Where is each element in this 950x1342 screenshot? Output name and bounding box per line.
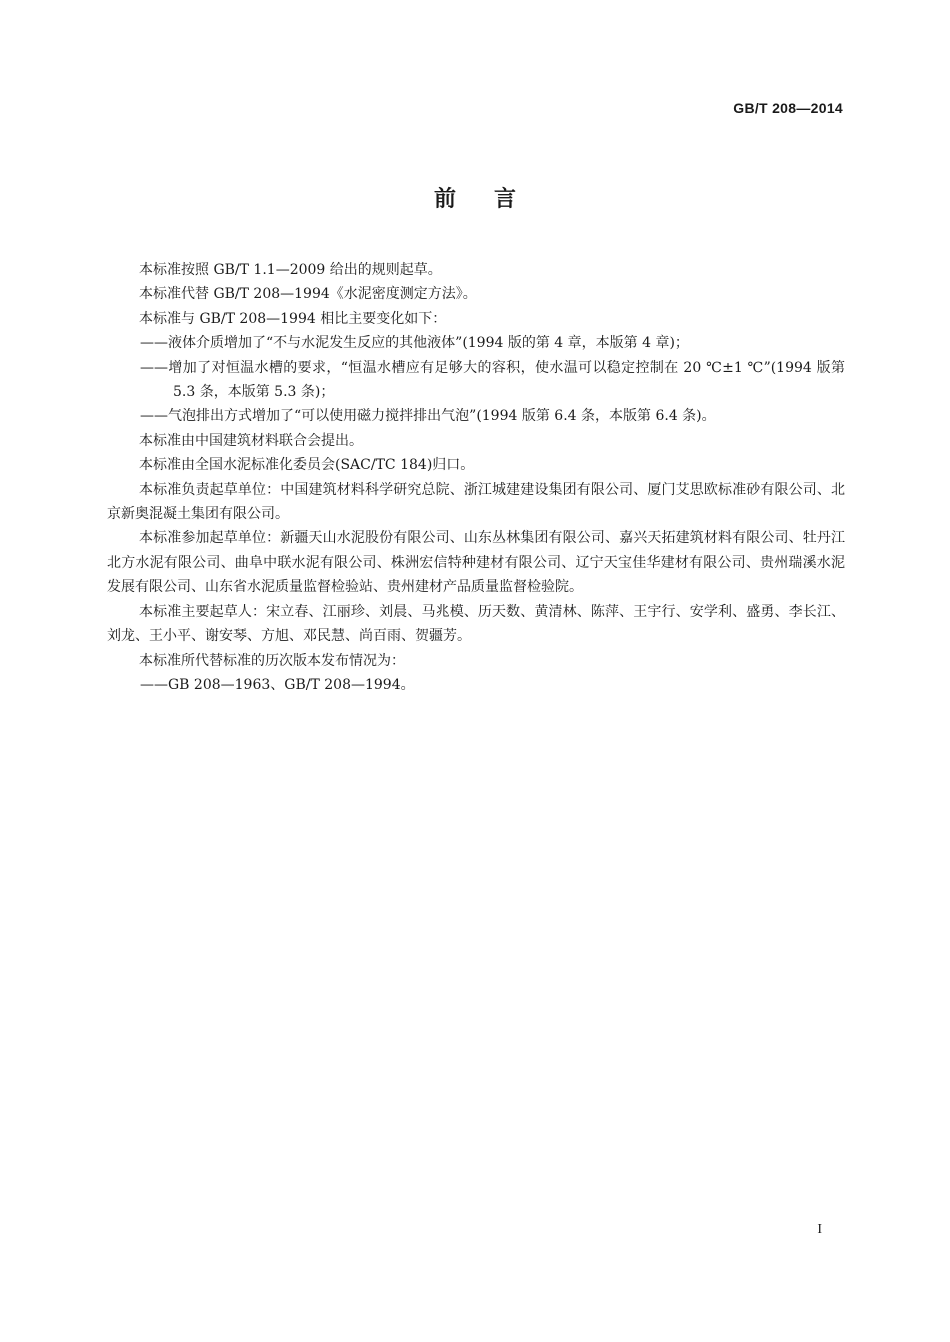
paragraph: 本标准负责起草单位：中国建筑材料科学研究总院、浙江城建建设集团有限公司、厦门艾思欧标准砂有限公司、北京新奥混凝土集团有限公司。 [107,481,845,523]
change-list-item: ——增加了对恒温水槽的要求，“恒温水槽应有足够大的容积，使水温可以稳定控制在 20 ℃±1 ℃”(1994 版第 5.3 条，本版第 5.3 条)； [140,359,845,401]
change-list-item: ——液体介质增加了“不与水泥发生反应的其他液体”(1994 版的第 4 章，本版第 4 章)； [140,335,689,352]
page-number: I [817,1222,822,1237]
paragraph: 本标准由中国建筑材料联合会提出。 [139,432,363,449]
paragraph: 本标准主要起草人：宋立春、江丽珍、刘晨、马兆模、历天数、黄清林、陈萍、王宇行、安学利、盛勇、李长江、刘龙、王小平、谢安琴、方旭、邓民慧、尚百雨、贺疆芳。 [107,603,845,645]
edition-list-item: ——GB 208—1963、GB/T 208—1994。 [140,676,415,693]
paragraph: 本标准所代替标准的历次版本发布情况为： [139,652,405,669]
paragraph: 本标准参加起草单位：新疆天山水泥股份有限公司、山东丛林集团有限公司、嘉兴天拓建筑材料有限公司、牡丹江北方水泥有限公司、曲阜中联水泥有限公司、株洲宏信特种建材有限公司、辽宁天宝佳华建材有限公司、贵州瑞溪水泥发展有限公司、山东省水泥质量监督检验站、贵州建材产品质量监督检验院。 [107,530,845,596]
foreword-body [107,258,845,697]
paragraph: 本标准按照 GB/T 1.1—2009 给出的规则起草。 [139,262,442,278]
paragraph: 本标准与 GB/T 208—1994 相比主要变化如下： [139,310,447,327]
page-title: 前言 [433,187,554,212]
change-list-item: ——气泡排出方式增加了“可以使用磁力搅拌排出气泡”(1994 版第 6.4 条，本版第 6.4 条)。 [140,408,716,425]
paragraph: 本标准代替 GB/T 208—1994《水泥密度测定方法》。 [139,286,477,303]
paragraph: 本标准由全国水泥标准化委员会(SAC/TC 184)归口。 [139,457,475,474]
standard-code: GB/T 208—2014 [733,100,843,116]
